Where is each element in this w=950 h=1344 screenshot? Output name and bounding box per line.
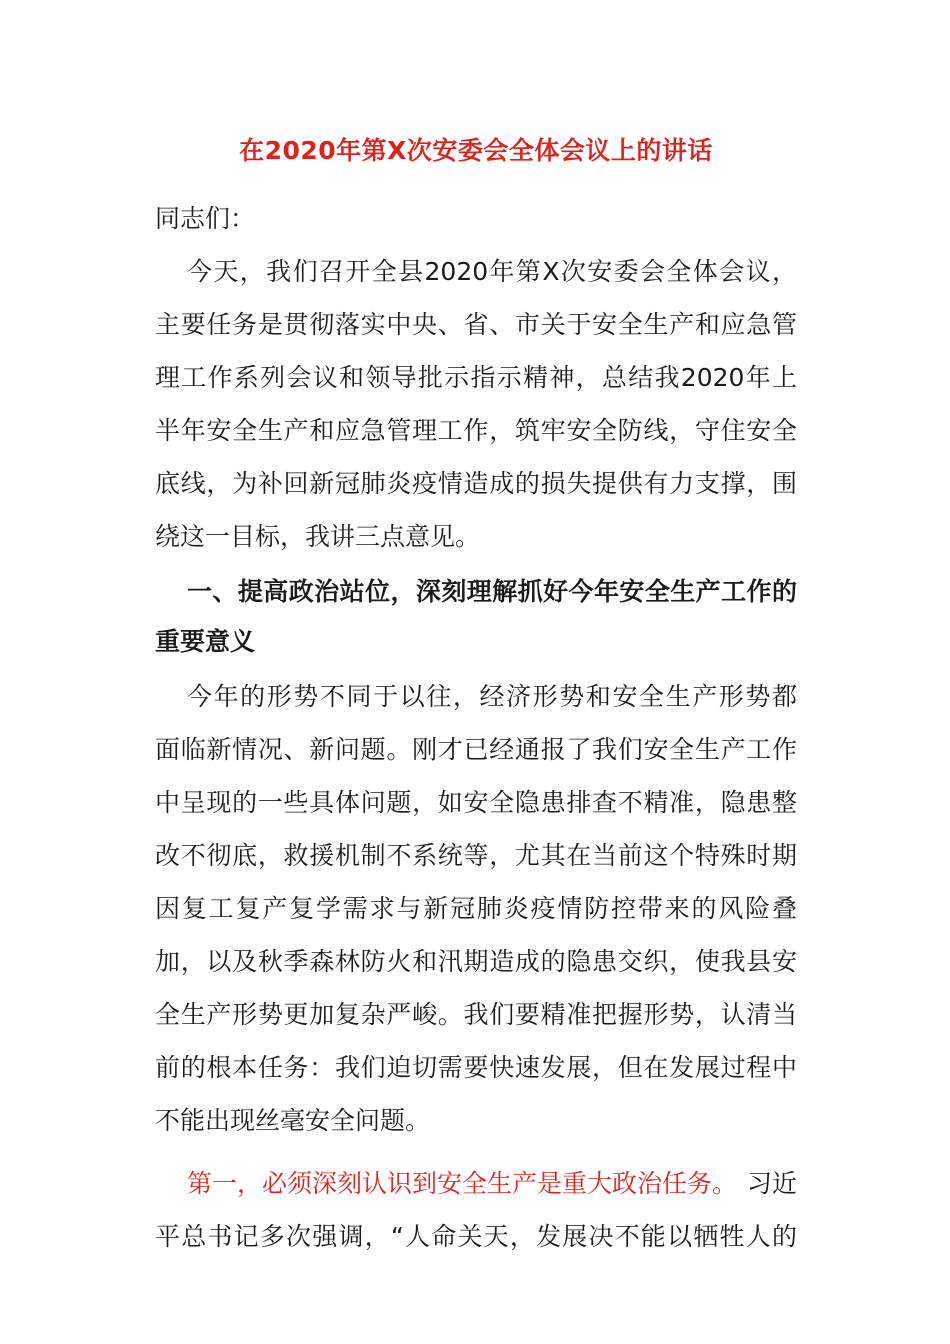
salutation: 同志们： xyxy=(155,204,256,233)
paragraph-line: 中呈现的一些具体问题，如安全隐患排查不精准，隐患整 xyxy=(155,788,797,817)
paragraph-line: 因复工复产复学需求与新冠肺炎疫情防控带来的风险叠 xyxy=(155,894,797,923)
paragraph-line: 面临新情况、新问题。刚才已经通报了我们安全生产工作 xyxy=(155,735,797,764)
paragraph-line: 主要任务是贯彻落实中央、省、市关于安全生产和应急管 xyxy=(155,310,797,339)
emphasis-sentence: 第一，必须深刻认识到安全生产是重大政治任务。 xyxy=(187,1169,738,1198)
section-heading-line: 重要意义 xyxy=(155,627,256,656)
paragraph-line: 理工作系列会议和领导批示指示精神，总结我2020年上 xyxy=(155,363,797,392)
document-title: 在2020年第X次安委会全体会议上的讲话 xyxy=(239,136,713,165)
paragraph-line: 半年安全生产和应急管理工作，筑牢安全防线，守住安全 xyxy=(155,416,797,445)
paragraph-line: 改不彻底，救援机制不系统等，尤其在当前这个特殊时期 xyxy=(155,841,797,870)
paragraph-line: 不能出现丝毫安全问题。 xyxy=(155,1106,431,1135)
paragraph-line: 全生产形势更加复杂严峻。我们要精准把握形势，认清当 xyxy=(155,1000,797,1029)
paragraph-line: 绕这一目标，我讲三点意见。 xyxy=(155,522,481,551)
paragraph-line xyxy=(187,1164,797,1204)
paragraph-line: 今天，我们召开全县2020年第X次安委会全体会议， xyxy=(187,257,797,286)
paragraph-line: 前的根本任务：我们迫切需要快速发展，但在发展过程中 xyxy=(155,1053,797,1082)
section-heading-line: 一、提高政治站位，深刻理解抓好今年安全生产工作的 xyxy=(187,577,797,606)
paragraph-line: 今年的形势不同于以往，经济形势和安全生产形势都 xyxy=(187,682,797,711)
paragraph-text: 习近 xyxy=(746,1169,797,1198)
paragraph-line: 平总书记多次强调，“人命关天，发展决不能以牺牲人的 xyxy=(155,1222,797,1251)
paragraph-line: 加，以及秋季森林防火和汛期造成的隐患交织，使我县安 xyxy=(155,947,797,976)
paragraph-line: 底线，为补回新冠肺炎疫情造成的损失提供有力支撑，围 xyxy=(155,469,797,498)
